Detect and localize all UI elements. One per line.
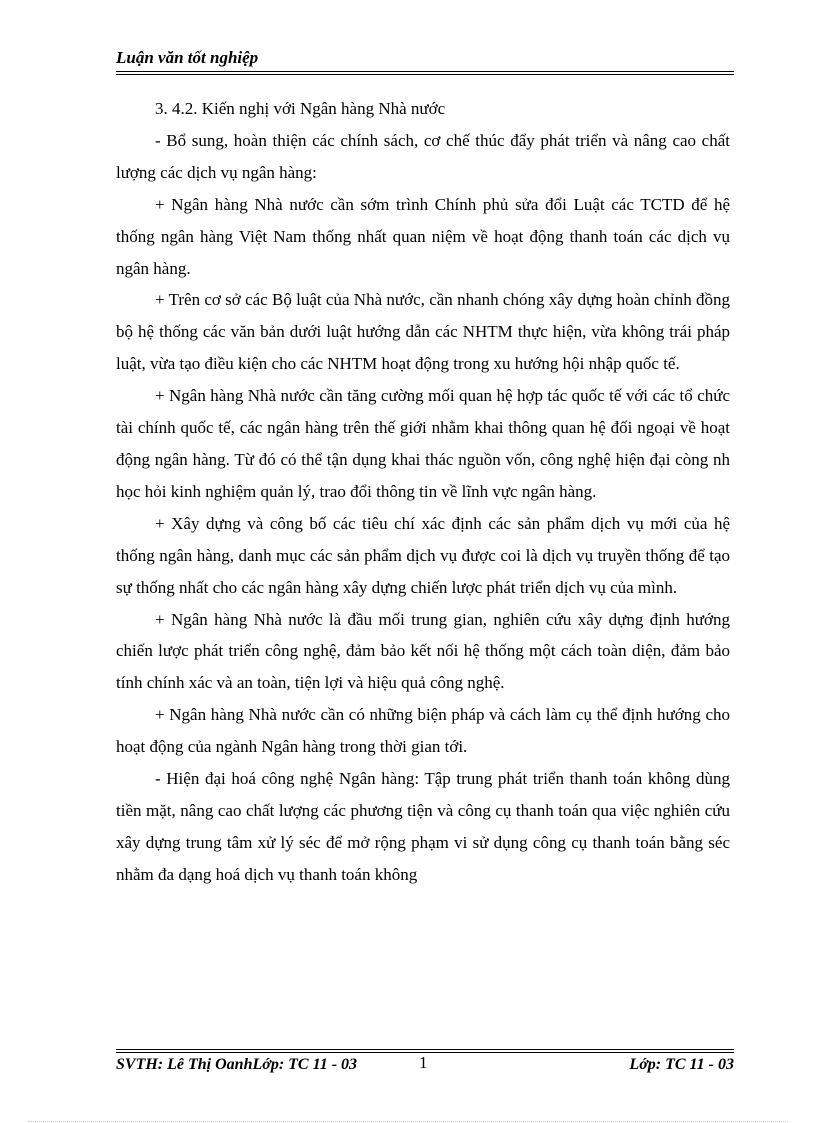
paragraph: - Hiện đại hoá công nghệ Ngân hàng: Tập trung phát triển thanh toán không dùng tiền mặt, nâng cao chất lượng các phương tiện và công cụ thanh toán qua việc nghiên cứu xây dựng trung tâm xử lý séc để mở rộng phạm vi sử dụng công cụ thanh toán bằng séc nhằm đa dạng hoá dịch vụ thanh toán không — [116, 769, 730, 884]
paragraph: + Ngân hàng Nhà nước là đầu mối trung gian, nghiên cứu xây dựng định hướng chiến lược phát triển công nghệ, đảm bảo kết nối hệ thống một cách toàn diện, đảm bảo tính chính xác và an toàn, tiện lợi và hiệu quả công nghệ. — [116, 609, 730, 693]
paragraph: + Ngân hàng Nhà nước cần sớm trình Chính phủ sửa đổi Luật các TCTD để hệ thống ngân hàng Việt Nam thống nhất quan niệm về hoạt động thanh toán các dịch vụ ngân hàng. — [116, 194, 730, 278]
header-rule — [116, 71, 734, 72]
paragraph: + Ngân hàng Nhà nước cần tăng cường mối quan hệ hợp tác quốc tế với các tổ chức tài chính quốc tế, các ngân hàng trên thế giới nhằm khai thông quan hệ đối ngoại về hoạt động ngân hàng. Từ đó có thể tận dụng khai thác nguồn vốn, công nghệ hiện đại còng nh học hỏi kinh nghiệm quản lý, trao đổi thông tin về lĩnh vực ngân hàng. — [116, 386, 730, 501]
footer-rule-thin — [116, 1049, 734, 1050]
page-number: 1 — [419, 1053, 428, 1072]
header-rule-thin — [116, 74, 734, 75]
paragraph: + Xây dựng và công bố các tiêu chí xác định các sản phẩm dịch vụ mới của hệ thống ngân hàng, danh mục các sản phẩm dịch vụ được coi là dịch vụ truyền thống để tạo sự thống nhất cho các ngân hàng xây dựng chiến lược phát triển dịch vụ của mình. — [116, 513, 730, 597]
page-edge-dots — [28, 1121, 788, 1122]
footer-class-info: Lớp: TC 11 - 03 — [629, 1056, 734, 1073]
body-text — [116, 93, 730, 891]
footer-student-info: SVTH: Lê Thị OanhLớp: TC 11 - 03 — [116, 1056, 358, 1073]
section-heading: 3. 4.2. Kiến nghị với Ngân hàng Nhà nước — [155, 99, 446, 118]
header-title: Luận văn tốt nghiệp — [116, 48, 259, 67]
paragraph: + Ngân hàng Nhà nước cần có những biện pháp và cách làm cụ thể định hướng cho hoạt động của ngành Ngân hàng trong thời gian tới. — [116, 705, 730, 757]
paragraph: + Trên cơ sở các Bộ luật của Nhà nước, cần nhanh chóng xây dựng hoàn chỉnh đồng bộ hệ thống các văn bản dưới luật hướng dẫn các NHTM thực hiện, vừa không trái pháp luật, vừa tạo điều kiện cho các NHTM hoạt động trong xu hướng hội nhập quốc tế. — [116, 290, 730, 374]
paragraph: - Bổ sung, hoàn thiện các chính sách, cơ chế thúc đẩy phát triển và nâng cao chất lượng các dịch vụ ngân hàng: — [116, 130, 730, 182]
